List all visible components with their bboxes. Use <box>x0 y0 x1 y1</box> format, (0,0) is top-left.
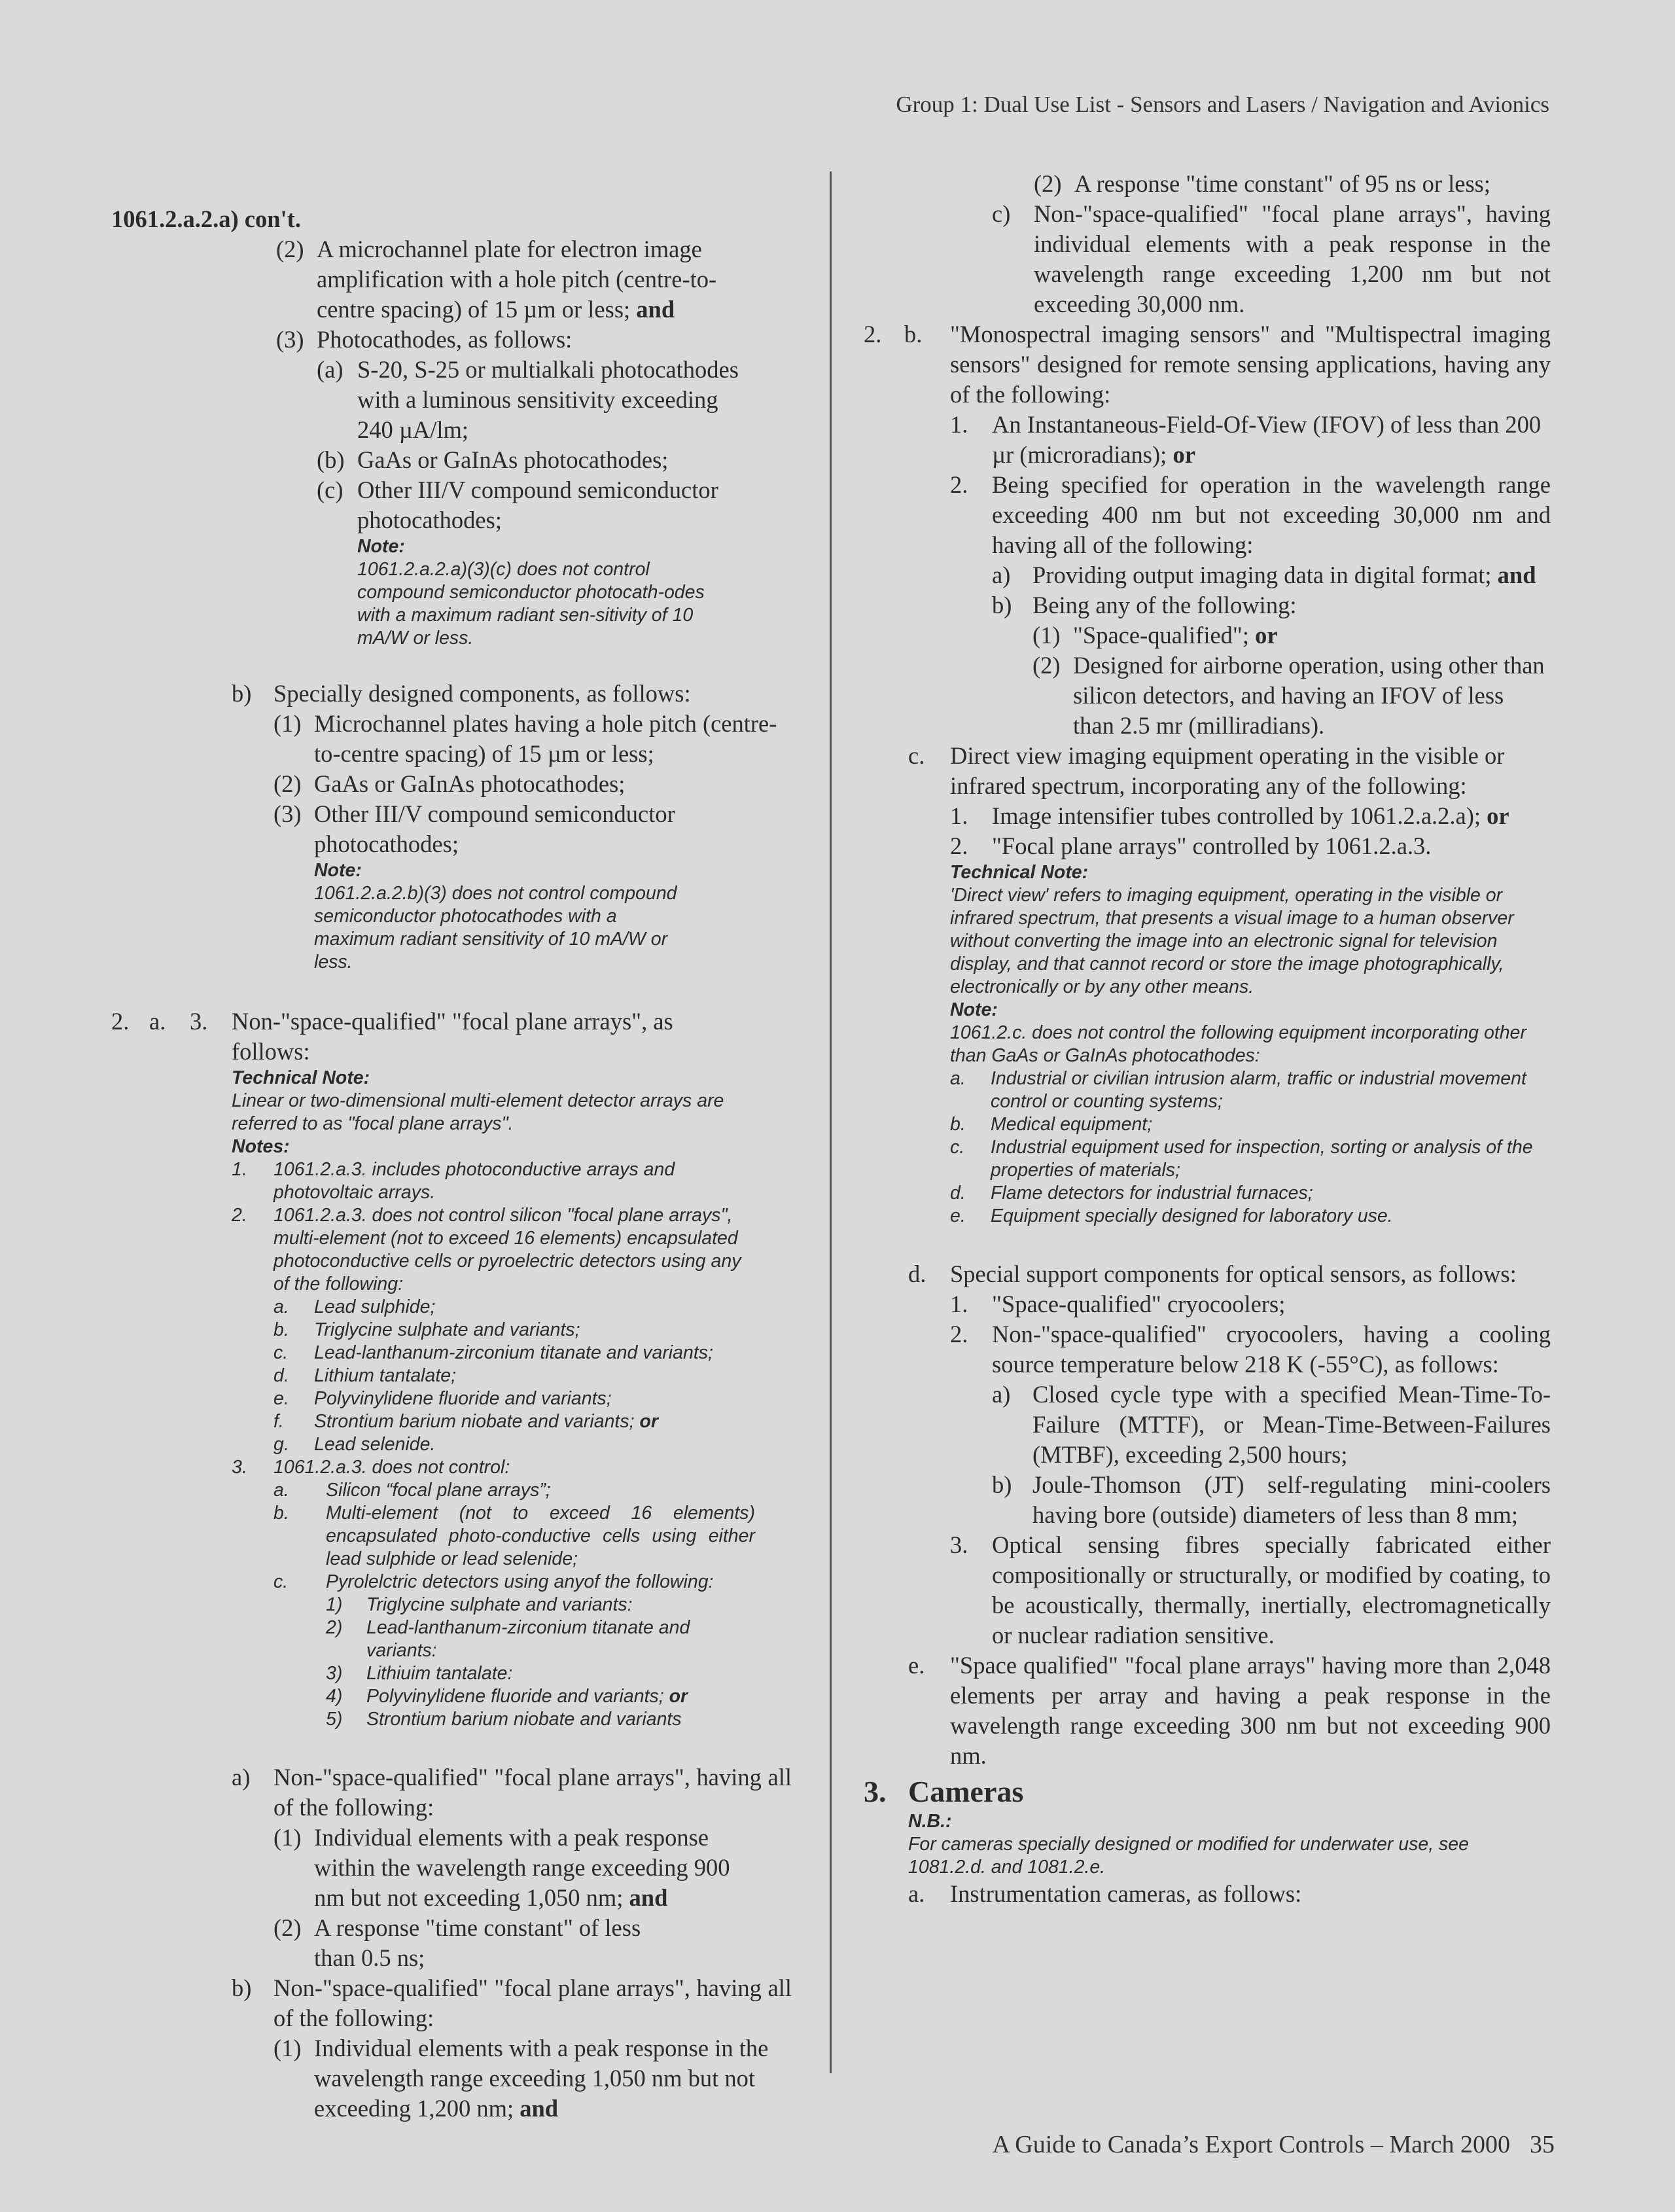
note-text: 1061.2.c. does not control the following equipment incorporating other than GaAs or GaInAs photocathodes: <box>950 1022 1526 1066</box>
item-label: (2) <box>276 236 304 262</box>
item-label: b) <box>992 1471 1012 1498</box>
note-item <box>273 1502 755 1571</box>
item-text: Lead sulphide; <box>314 1296 436 1317</box>
item-label: (1) <box>273 710 302 737</box>
or-keyword: or <box>639 1411 658 1432</box>
item-text: Being specified for operation in the wavelength range exceeding 400 nm but not exceeding 30,000 nm and having all of the following: <box>992 471 1551 558</box>
list-item <box>232 1762 792 1823</box>
note-text: 1061.2.a.2.a)(3)(c) does not control compound semiconductor photocath-odes with a maximum radiant sen-sitivity of 10 mA/W or less. <box>357 559 705 649</box>
note-item <box>232 1456 755 1479</box>
item-text: Non-"space-qualified" "focal plane arrays", having all of the following: <box>273 1974 792 2031</box>
note-block <box>314 859 680 974</box>
item-text: 1061.2.a.3. does not control: <box>273 1457 510 1478</box>
note-item <box>232 1204 755 1296</box>
item-text: Strontium barium niobate and variants <box>366 1709 682 1730</box>
item-label: b. <box>273 1503 289 1524</box>
list-item <box>276 234 792 325</box>
list-item <box>232 1973 792 2033</box>
item-label: 2. <box>232 1205 247 1226</box>
item-text: Special support components for optical sensors, as follows: <box>950 1260 1517 1287</box>
section-title: Cameras <box>908 1775 1024 1808</box>
item-label: b) <box>232 1974 252 2001</box>
item-label: 4) <box>326 1686 343 1707</box>
item-label: 3. <box>232 1457 247 1478</box>
item-label: 2. <box>950 832 968 859</box>
note-heading: Note: <box>950 999 998 1020</box>
list-item <box>273 1913 792 1973</box>
list-item <box>1032 620 1551 651</box>
item-text: Lead selenide. <box>314 1434 436 1455</box>
item-text: Strontium barium niobate and variants; <box>314 1411 635 1432</box>
list-item <box>992 1380 1551 1470</box>
note-sublist <box>273 1296 755 1456</box>
item-text: "Space qualified" "focal plane arrays" having more than 2,048 elements per array and having a peak response in the wavelength range exceeding 300 nm but not exceeding 900 nm. <box>950 1652 1551 1769</box>
item-text: "Space-qualified"; <box>1073 622 1249 649</box>
item-text: Closed cycle type with a specified Mean-Time-To-Failure (MTTF), or Mean-Time-Between-Failures (MTBF), exceeding 2,500 hours; <box>1032 1381 1551 1468</box>
item-text: Other III/V compound semiconductor photocathodes; <box>314 800 675 857</box>
item-label: 2. <box>950 1321 968 1347</box>
list-item <box>1032 651 1551 741</box>
item-text: Individual elements with a peak response in the wavelength range exceeding 1,050 nm but not exceeding 1,200 nm; <box>314 2035 769 2122</box>
item-text: GaAs or GaInAs photocathodes; <box>314 770 626 797</box>
or-keyword: or <box>1172 441 1195 468</box>
notes-heading: Notes: <box>232 1136 290 1157</box>
list-item <box>273 799 792 859</box>
note-item <box>273 1342 755 1365</box>
item-label: 1. <box>950 411 968 438</box>
note-item <box>273 1319 755 1342</box>
note-item <box>232 1158 755 1204</box>
list-item <box>908 1879 1551 1909</box>
running-footer <box>992 2130 1555 2159</box>
list-item <box>950 470 1551 560</box>
continued-heading: 1061.2.a.2.a) con't. <box>111 205 301 232</box>
column-divider <box>830 171 832 2073</box>
note-text: 1061.2.a.2.b)(3) does not control compound semiconductor photocathodes with a maximum radiant sensitivity of 10 mA/W or less. <box>314 883 677 972</box>
item-label: 1) <box>326 1594 343 1615</box>
list-item <box>232 679 792 709</box>
item-label: c. <box>273 1342 289 1363</box>
item-text: Microchannel plates having a hole pitch (centre-to-centre spacing) of 15 µm or less; <box>314 710 777 767</box>
or-keyword: or <box>669 1686 688 1707</box>
item-label: 1. <box>950 802 968 829</box>
item-text: An Instantaneous-Field-Of-View (IFOV) of less than 200 µr (microradians); <box>992 411 1542 468</box>
item-label: a) <box>992 562 1011 588</box>
technical-note <box>232 1067 755 1731</box>
item-label: a. <box>273 1480 289 1501</box>
item-label: a. <box>950 1068 966 1089</box>
item-label: b. <box>904 321 923 348</box>
item-label: e. <box>950 1205 966 1226</box>
item-label: (a) <box>317 356 344 383</box>
item-label: (2) <box>273 770 302 797</box>
list-item <box>273 2033 792 2124</box>
list-item <box>273 769 792 799</box>
item-label: 5) <box>326 1709 343 1730</box>
item-text: Multi-element (not to exceed 16 elements) encapsulated photo-conductive cells using either lead sulphide or lead selenide; <box>326 1503 755 1569</box>
item-text: Triglycine sulphate and variants: <box>366 1594 633 1615</box>
note-item <box>273 1410 755 1433</box>
running-header: Group 1: Dual Use List - Sensors and Lasers / Navigation and Avionics <box>896 92 1549 117</box>
list-item <box>950 1289 1551 1319</box>
item-text: 1061.2.a.3. does not control silicon "focal plane arrays", multi-element (not to exceed 16 elements) encapsulated photoconductive cells or pyroelectric detectors using any of the following: <box>273 1205 741 1294</box>
item-text: Non-"space-qualified" "focal plane arrays", having all of the following: <box>273 1764 792 1821</box>
item-label: 2. <box>111 1008 130 1035</box>
item-label: c) <box>992 200 1011 227</box>
item-label: d. <box>908 1260 926 1287</box>
list-item <box>950 801 1551 831</box>
note-item <box>273 1571 755 1594</box>
item-text: Triglycine sulphate and variants; <box>314 1319 580 1340</box>
item-text: A microchannel plate for electron image amplification with a hole pitch (centre-to-centre spacing) of 15 µm or less; <box>317 236 717 323</box>
note-item <box>326 1685 755 1708</box>
note-text: 'Direct view' refers to imaging equipment, operating in the visible or infrared spectrum, that presents a visual image to a human observer without converting the image into an electronic signal for television display, and that cannot record or store the image photographically, electronically or by any other means. <box>950 885 1514 997</box>
and-keyword: and <box>520 2095 559 2122</box>
item-label: 2. <box>864 321 882 348</box>
list-item <box>1034 169 1551 199</box>
list-item <box>276 325 792 355</box>
note-item <box>326 1662 755 1685</box>
item-label: 3. <box>190 1008 208 1035</box>
item-label: (1) <box>273 1824 302 1851</box>
note-item <box>273 1365 755 1387</box>
section-2b <box>864 319 1551 410</box>
item-label: (3) <box>273 800 302 827</box>
item-label: c. <box>273 1571 289 1592</box>
section-2a3 <box>111 1007 792 1067</box>
note-item <box>273 1387 755 1410</box>
note-item <box>950 1136 1551 1182</box>
item-text: Silicon “focal plane arrays”; <box>326 1480 551 1501</box>
list-item <box>908 1650 1551 1771</box>
item-label: b) <box>232 680 252 707</box>
item-text: Industrial equipment used for inspection, sorting or analysis of the properties of materials; <box>991 1137 1533 1181</box>
note-heading: Technical Note: <box>950 862 1089 883</box>
item-label: b) <box>992 592 1012 618</box>
item-label: 3. <box>950 1531 968 1558</box>
item-text: Lithium tantalate; <box>314 1365 457 1386</box>
note-item <box>950 1182 1551 1205</box>
item-label: (2) <box>1034 170 1062 197</box>
item-text: Medical equipment; <box>991 1114 1153 1135</box>
item-label: c. <box>950 1137 965 1158</box>
list-item <box>317 475 792 535</box>
item-label: 1. <box>232 1159 247 1180</box>
item-text: GaAs or GaInAs photocathodes; <box>357 446 669 473</box>
note-item <box>326 1594 755 1616</box>
list-item <box>950 1530 1551 1650</box>
item-text: "Focal plane arrays" controlled by 1061.2.a.3. <box>992 832 1432 859</box>
item-text: S-20, S-25 or multialkali photocathodes with a luminous sensitivity exceeding 240 µA/lm; <box>357 356 739 443</box>
list-item <box>273 1823 792 1913</box>
note-item <box>326 1616 755 1662</box>
list-item <box>992 590 1551 620</box>
item-text: A response "time constant" of 95 ns or less; <box>1074 170 1491 197</box>
item-label: d. <box>950 1183 966 1204</box>
item-text: Industrial or civilian intrusion alarm, traffic or industrial movement control or counting systems; <box>991 1068 1526 1112</box>
item-text: Non-"space-qualified" "focal plane arrays", as follows: <box>232 1008 673 1065</box>
list-item <box>317 445 792 475</box>
item-text: Lithiuim tantalate: <box>366 1663 513 1684</box>
item-text: Photocathodes, as follows: <box>317 326 573 353</box>
item-label: (c) <box>317 476 344 503</box>
list-item <box>992 1470 1551 1530</box>
note-sublist <box>326 1594 755 1731</box>
note-item <box>950 1113 1551 1136</box>
item-text: Instrumentation cameras, as follows: <box>950 1880 1302 1907</box>
item-text: Lead-lanthanum-zirconium titanate and variants; <box>314 1342 713 1363</box>
note-heading: N.B.: <box>908 1811 952 1832</box>
item-text: Non-"space-qualified" cryocoolers, having a cooling source temperature below 218 K (-55°C), as follows: <box>992 1321 1551 1378</box>
list-item <box>950 410 1551 470</box>
note-heading: Note: <box>314 860 362 881</box>
item-text: Flame detectors for industrial furnaces; <box>991 1183 1313 1204</box>
item-text: Designed for airborne operation, using other than silicon detectors, and having an IFOV of less than 2.5 mr (milliradians). <box>1073 652 1545 739</box>
note-sublist <box>950 1067 1551 1228</box>
item-label: a) <box>232 1764 251 1791</box>
note-item <box>273 1433 755 1456</box>
item-text: Specially designed components, as follows: <box>273 680 691 707</box>
nb-note <box>908 1810 1551 1879</box>
list-item <box>950 1319 1551 1380</box>
item-label: e. <box>273 1388 289 1409</box>
note-item <box>950 1067 1551 1113</box>
note-item <box>326 1708 755 1731</box>
note-heading: Technical Note: <box>232 1067 370 1088</box>
item-text: "Monospectral imaging sensors" and "Multispectral imaging sensors" designed for remote sensing applications, having any of the following: <box>950 321 1551 408</box>
item-label: (1) <box>273 2035 302 2061</box>
or-keyword: or <box>1487 802 1509 829</box>
item-label: b. <box>950 1114 966 1135</box>
item-text: Being any of the following: <box>1032 592 1297 618</box>
and-keyword: and <box>636 296 675 323</box>
list-item <box>992 199 1551 319</box>
item-label: g. <box>273 1434 289 1455</box>
item-text: Individual elements with a peak response within the wavelength range exceeding 900 nm but not exceeding 1,050 nm; <box>314 1824 730 1911</box>
item-text: Polyvinylidene fluoride and variants; <box>314 1388 612 1409</box>
list-item <box>273 709 792 769</box>
item-label: 3) <box>326 1663 343 1684</box>
item-label: (3) <box>276 326 304 353</box>
item-label: a. <box>149 1008 166 1035</box>
and-keyword: and <box>629 1884 668 1911</box>
technical-note <box>950 861 1551 1228</box>
item-text: Providing output imaging data in digital format; <box>1032 562 1492 588</box>
item-text: 1061.2.a.3. includes photoconductive arrays and photovoltaic arrays. <box>273 1159 675 1203</box>
item-label: (b) <box>317 446 345 473</box>
list-item <box>992 560 1551 590</box>
item-label: 2. <box>950 471 968 498</box>
item-text: Optical sensing fibres specially fabricated either compositionally or structurally, or modified by coating, to be acoustically, thermally, inertially, electromagnetically or nuclear radiation sensitive. <box>992 1531 1551 1649</box>
list-item <box>908 1259 1551 1289</box>
note-text: For cameras specially designed or modified for underwater use, see 1081.2.d. and 1081.2.e. <box>908 1834 1470 1878</box>
item-label: c. <box>908 742 925 769</box>
item-label: (2) <box>1032 652 1061 679</box>
footer-title: A Guide to Canada’s Export Controls – March 2000 <box>992 2131 1510 2158</box>
item-text: Image intensifier tubes controlled by 1061.2.a.2.a); <box>992 802 1481 829</box>
item-label: f. <box>273 1411 284 1432</box>
item-label: (2) <box>273 1914 302 1941</box>
item-label: a. <box>908 1880 925 1907</box>
item-label: a) <box>992 1381 1011 1408</box>
item-text: Polyvinylidene fluoride and variants; <box>366 1686 664 1707</box>
note-text: Linear or two-dimensional multi-element detector arrays are referred to as "focal plane arrays". <box>232 1090 724 1134</box>
item-label: d. <box>273 1365 289 1386</box>
item-label: a. <box>273 1296 289 1317</box>
note-item <box>273 1296 755 1319</box>
list-item <box>317 355 792 445</box>
note-item <box>950 1205 1551 1228</box>
item-label: (1) <box>1032 622 1061 649</box>
item-text: Equipment specially designed for laboratory use. <box>991 1205 1393 1226</box>
item-text: "Space-qualified" cryocoolers; <box>992 1291 1286 1317</box>
right-column <box>864 169 1551 1909</box>
item-label: b. <box>273 1319 289 1340</box>
item-text: Non-"space-qualified" "focal plane arrays", having individual elements with a peak response in the wavelength range exceeding 1,200 nm but not exceeding 30,000 nm. <box>1034 200 1551 317</box>
note-block <box>357 535 711 650</box>
left-column <box>111 169 792 2124</box>
note-heading: Note: <box>357 536 405 557</box>
item-text: Joule-Thomson (JT) self-regulating mini-coolers having bore (outside) diameters of less than 8 mm; <box>1032 1471 1551 1528</box>
list-item <box>908 741 1551 801</box>
note-item <box>273 1479 755 1502</box>
section-heading <box>864 1774 1551 1810</box>
page-number: 35 <box>1530 2131 1555 2158</box>
item-text: Lead-lanthanum-zirconium titanate and variants: <box>366 1617 690 1661</box>
section-number: 3. <box>864 1775 887 1808</box>
item-text: A response "time constant" of less than 0.5 ns; <box>314 1914 641 1971</box>
and-keyword: and <box>1497 562 1536 588</box>
item-label: e. <box>908 1652 925 1679</box>
item-label: 2) <box>326 1617 343 1638</box>
item-text: Other III/V compound semiconductor photocathodes; <box>357 476 718 533</box>
item-label: 1. <box>950 1291 968 1317</box>
list-item <box>950 831 1551 861</box>
item-text: Direct view imaging equipment operating in the visible or infrared spectrum, incorporating any of the following: <box>950 742 1505 799</box>
item-text: Pyrolelctric detectors using anyof the following: <box>326 1571 714 1592</box>
or-keyword: or <box>1255 622 1278 649</box>
